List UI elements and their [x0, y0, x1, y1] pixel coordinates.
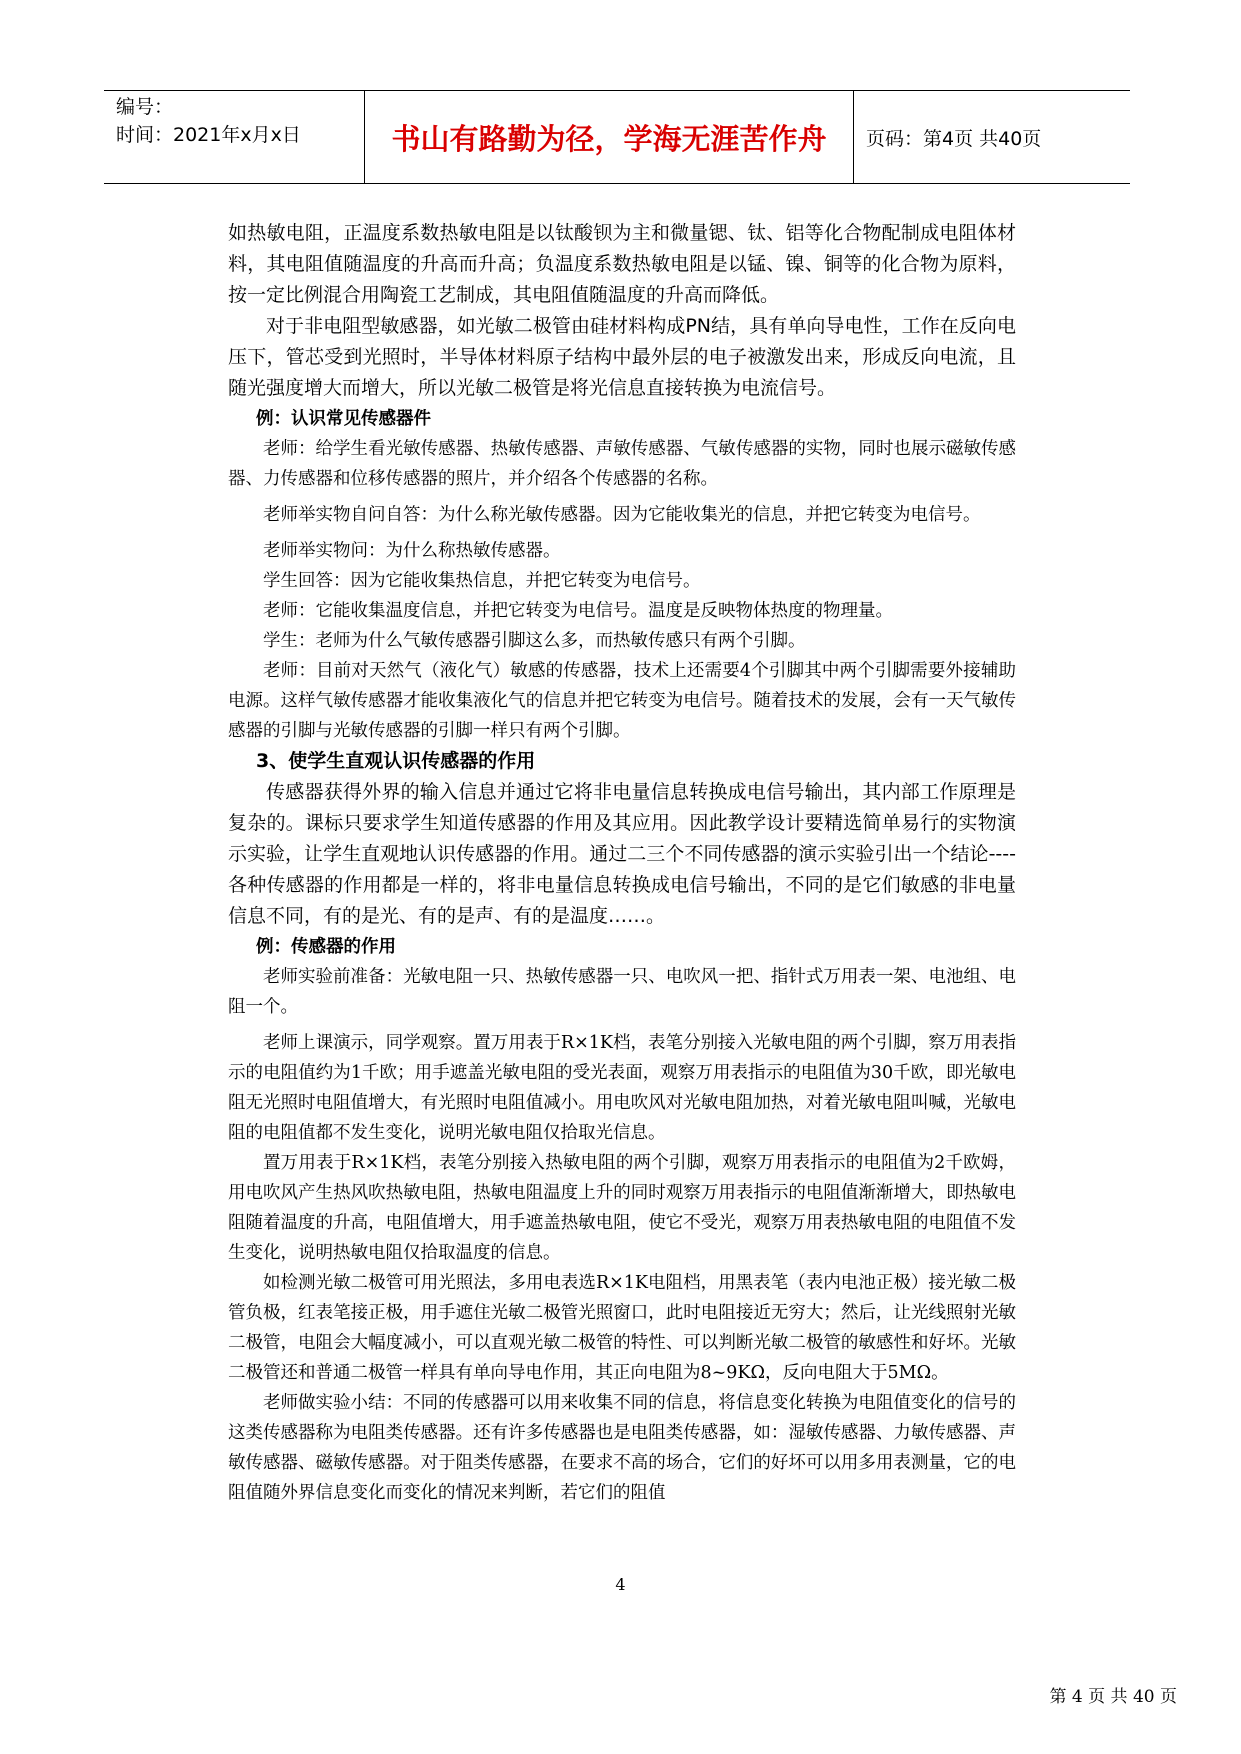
paragraph: 如热敏电阻，正温度系数热敏电阻是以钛酸钡为主和微量锶、钛、铝等化合物配制成电阻体材料，其电阻值随温度的升高而升高；负温度系数热敏电阻是以锰、镍、铜等的化合物为原料，按一定比例混合用陶瓷工艺制成，其电阻值随温度的升高而降低。 [228, 222, 1016, 306]
paragraph: 老师举实物问：为什么称热敏传感器。 [263, 541, 561, 561]
page-header [104, 90, 1130, 184]
paragraph: 老师：给学生看光敏传感器、热敏传感器、声敏传感器、气敏传感器的实物，同时也展示磁敏传感器、力传感器和位移传感器的照片，并介绍各个传感器的名称。 [228, 439, 1016, 489]
document-number-label: 编号： [116, 96, 174, 118]
paragraph: 传感器获得外界的输入信息并通过它将非电量信息转换成电信号输出，其内部工作原理是复杂的。课标只要求学生知道传感器的作用及其应用。因此教学设计要精选简单易行的实物演示实验，让学生直观地认识传感器的作用。通过二三个不同传感器的演示实验引出一个结论----各种传感器的作用都是一样的，将非电量信息转换成电信号输出，不同的是它们敏感的非电量信息不同，有的是光、有的是声、有的是温度……。 [228, 781, 1016, 927]
section-heading: 3、使学生直观认识传感器的作用 [256, 750, 536, 772]
document-body [228, 218, 1016, 1508]
paragraph: 老师实验前准备：光敏电阻一只、热敏传感器一只、电吹风一把、指针式万用表一架、电池组、电阻一个。 [228, 967, 1016, 1017]
paragraph: 置万用表于R×1K档，表笔分别接入热敏电阻的两个引脚，观察万用表指示的电阻值为2千欧姆，用电吹风产生热风吹热敏电阻，热敏电阻温度上升的同时观察万用表指示的电阻值渐渐增大，即热敏电阻随着温度的升高，电阻值增大，用手遮盖热敏电阻，使它不受光，观察万用表热敏电阻的电阻值不发生变化，说明热敏电阻仅拾取温度的信息。 [228, 1153, 1016, 1263]
paragraph: 老师：目前对天然气（液化气）敏感的传感器，技术上还需要4个引脚其中两个引脚需要外接辅助电源。这样气敏传感器才能收集液化气的信息并把它转变为电信号。随着技术的发展，会有一天气敏传感器的引脚与光敏传感器的引脚一样只有两个引脚。 [228, 661, 1016, 741]
page-number: 4 [615, 1575, 626, 1594]
paragraph: 老师：它能收集温度信息，并把它转变为电信号。温度是反映物体热度的物理量。 [263, 601, 893, 621]
document-time: 时间：2021年x月x日 [116, 124, 301, 146]
paragraph: 对于非电阻型敏感器，如光敏二极管由硅材料构成PN结，具有单向导电性，工作在反向电压下，管芯受到光照时，半导体材料原子结构中最外层的电子被激发出来，形成反向电流，且随光强度增大而增大，所以光敏二极管是将光信息直接转换为电流信号。 [228, 315, 1016, 399]
paragraph: 学生：老师为什么气敏传感器引脚这么多，而热敏传感只有两个引脚。 [263, 631, 806, 651]
paragraph: 老师上课演示，同学观察。置万用表于R×1K档，表笔分别接入光敏电阻的两个引脚，察万用表指示的电阻值约为1千欧；用手遮盖光敏电阻的受光表面，观察万用表指示的电阻值为30千欧，即光敏电阻无光照时电阻值增大，有光照时电阻值减小。用电吹风对光敏电阻加热，对着光敏电阻叫喊，光敏电阻的电阻值都不发生变化，说明光敏电阻仅拾取光信息。 [228, 1033, 1016, 1143]
page-footer: 第 4 页 共 40 页 [1049, 1687, 1177, 1707]
header-left-cell [104, 91, 365, 183]
example-heading: 例：传感器的作用 [256, 937, 396, 957]
paragraph: 如检测光敏二极管可用光照法，多用电表选R×1K电阻档，用黑表笔（表内电池正极）接光敏二极管负极，红表笔接正极，用手遮住光敏二极管光照窗口，此时电阻接近无穷大；然后，让光线照射光敏二极管，电阻会大幅度减小，可以直观光敏二极管的特性、可以判断光敏二极管的敏感性和好坏。光敏二极管还和普通二极管一样具有单向导电作用，其正向电阻为8~9KΩ，反向电阻大于5MΩ。 [228, 1273, 1016, 1383]
paragraph: 老师举实物自问自答：为什么称光敏传感器。因为它能收集光的信息，并把它转变为电信号。 [263, 505, 981, 525]
example-heading: 例：认识常见传感器件 [256, 409, 431, 429]
header-motto: 书山有路勤为径，学海无涯苦作舟 [365, 91, 854, 183]
header-page-info: 页码：第4页 共40页 [866, 127, 1042, 150]
paragraph: 老师做实验小结：不同的传感器可以用来收集不同的信息，将信息变化转换为电阻值变化的信号的这类传感器称为电阻类传感器。还有许多传感器也是电阻类传感器，如：湿敏传感器、力敏传感器、声敏传感器、磁敏传感器。对于阻类传感器，在要求不高的场合，它们的好坏可以用多用表测量，它的电阻值随外界信息变化而变化的情况来判断，若它们的阻值 [228, 1393, 1016, 1503]
paragraph: 学生回答：因为它能收集热信息，并把它转变为电信号。 [263, 571, 701, 591]
